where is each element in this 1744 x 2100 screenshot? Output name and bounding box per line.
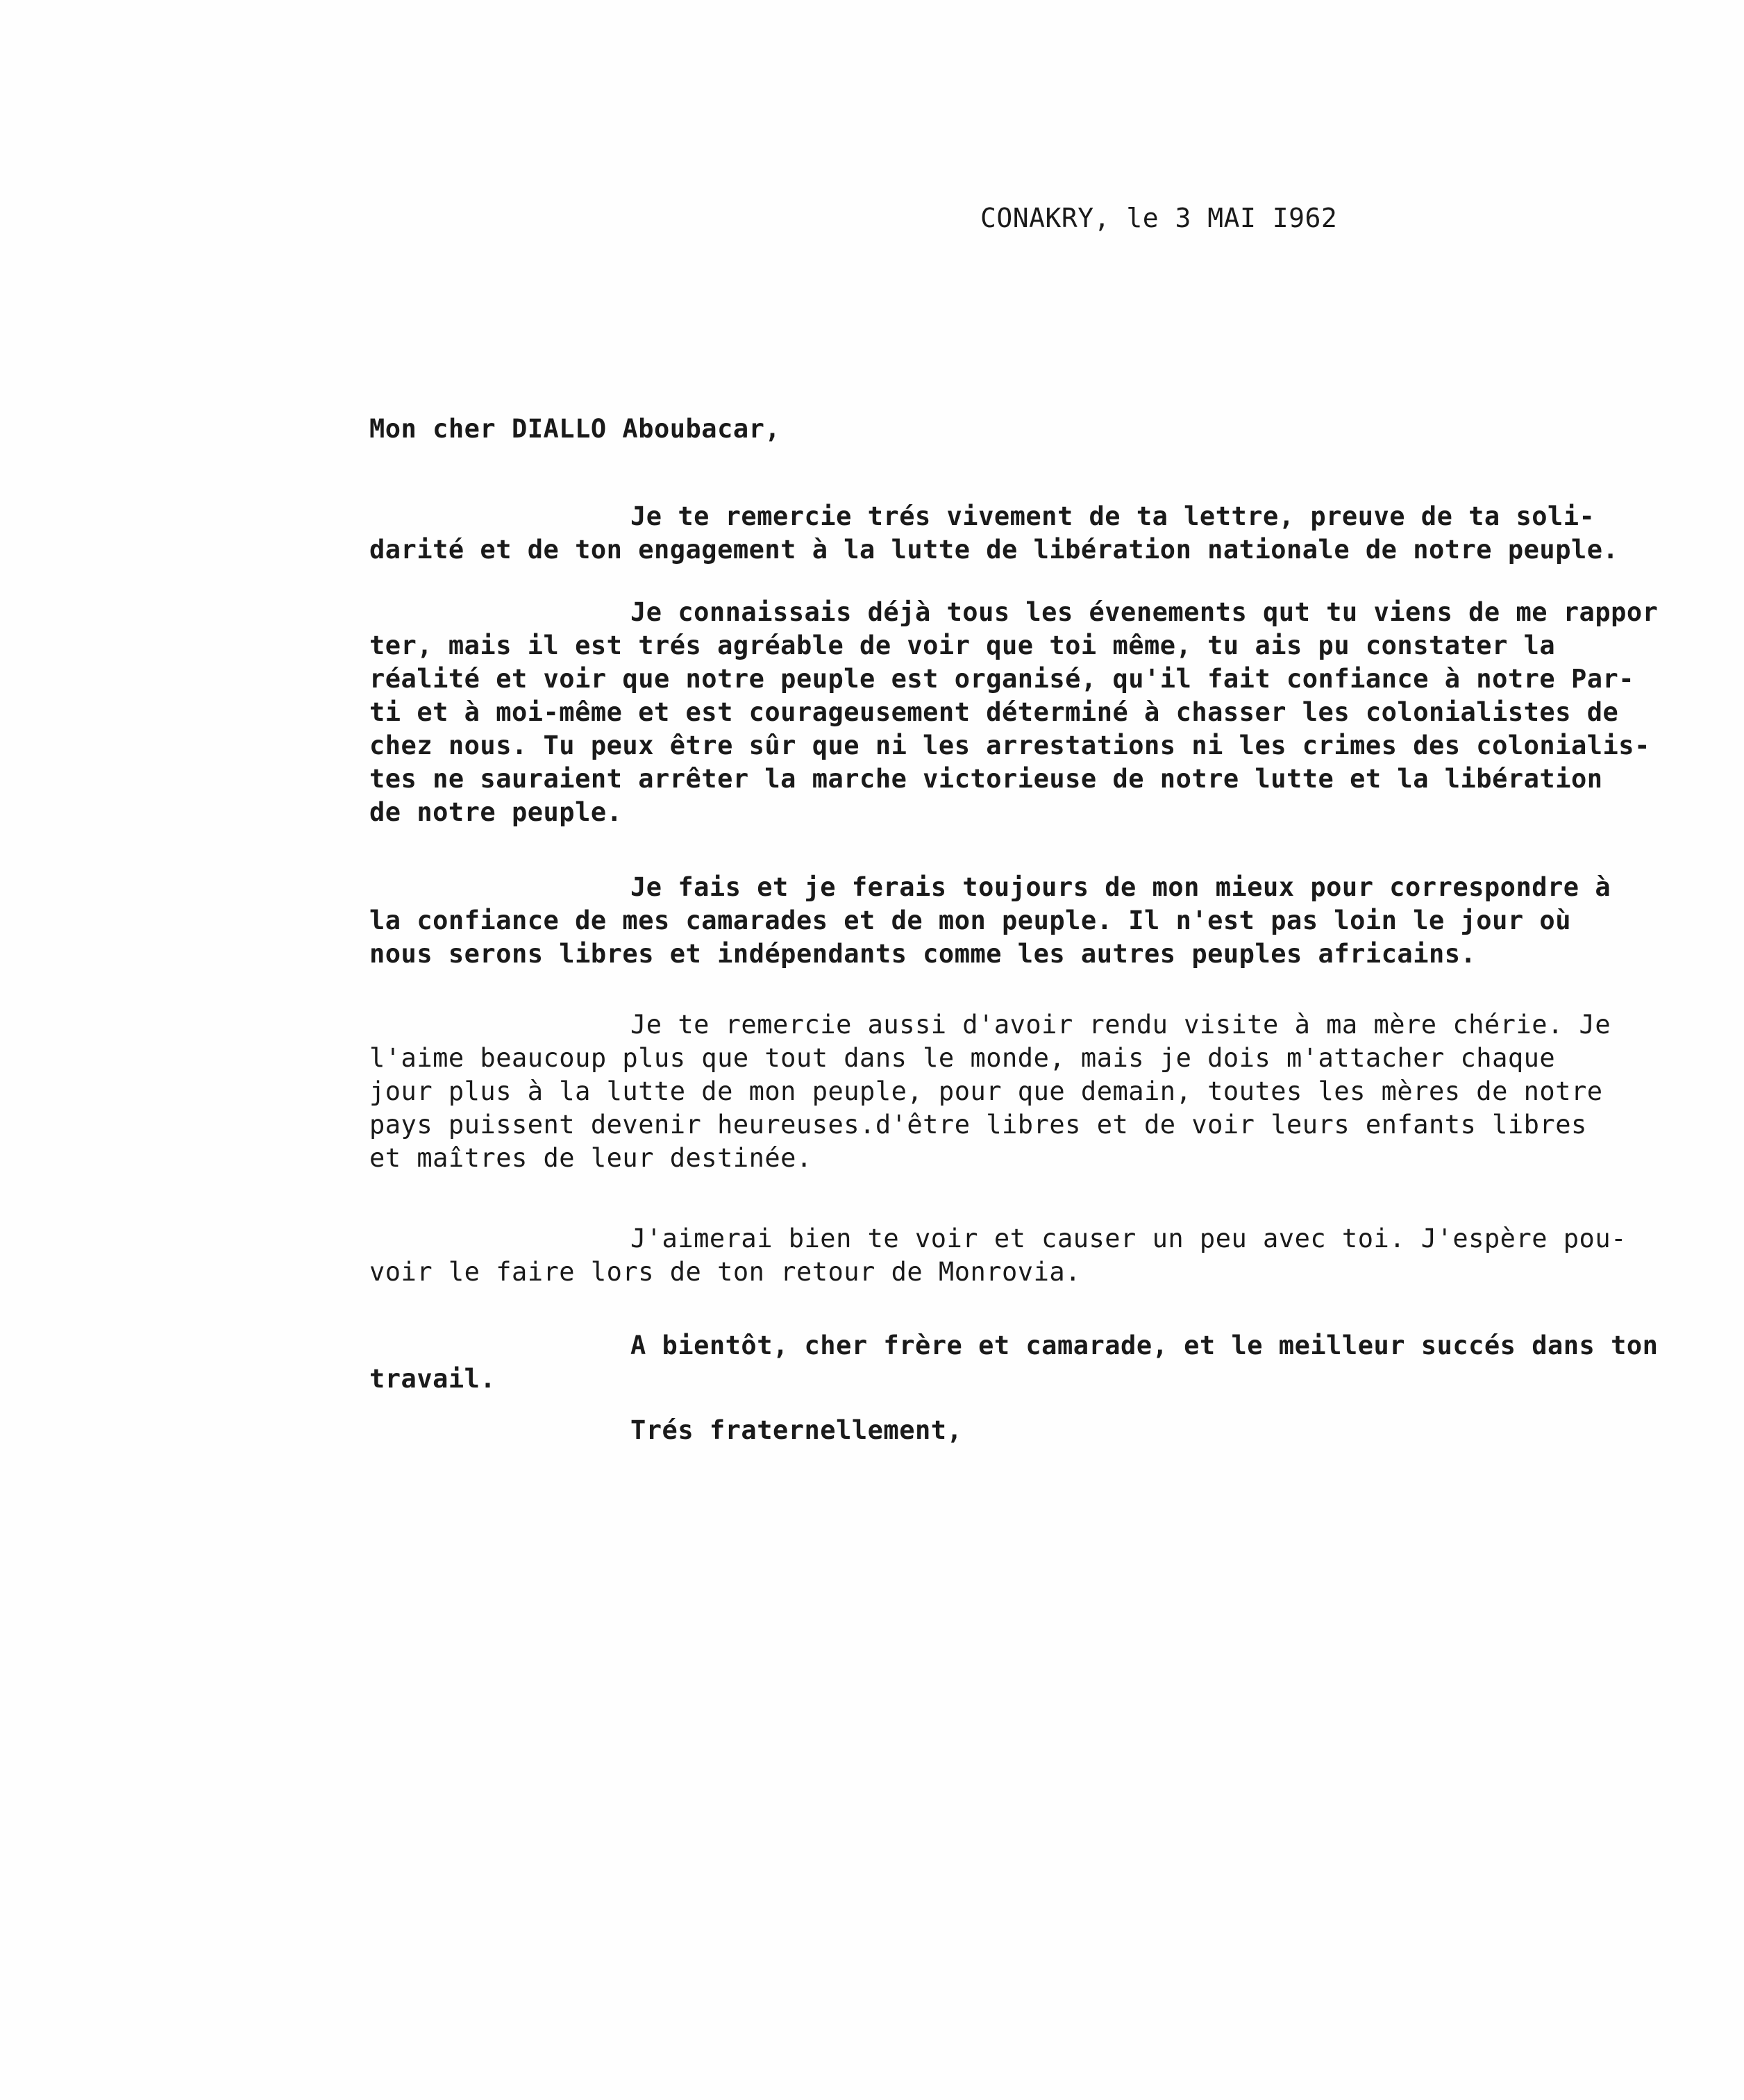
- paragraph-3: [369, 871, 1716, 971]
- paragraph-line: Je te remercie trés vivement de ta lettre, preuve de ta soli-: [630, 501, 1595, 531]
- paragraph-line: de notre peuple.: [369, 797, 623, 827]
- paragraph-line: nous serons libres et indépendants comme les autres peuples africains.: [369, 939, 1477, 969]
- paragraph-line: J'aimerai bien te voir et causer un peu avec toi. J'espère pou-: [630, 1224, 1627, 1253]
- paragraph-line: chez nous. Tu peux être sûr que ni les arrestations ni les crimes des colonialis-: [369, 731, 1650, 760]
- paragraph-line: ter, mais il est trés agréable de voir que toi même, tu ais pu constater la: [369, 631, 1556, 660]
- letter-dateline: CONAKRY, le 3 MAI I962: [980, 203, 1338, 233]
- paragraph-line: voir le faire lors de ton retour de Monrovia.: [369, 1257, 1081, 1287]
- paragraph-line: réalité et voir que notre peuple est organisé, qu'il fait confiance à notre Par-: [369, 664, 1635, 694]
- letter-salutation: Mon cher DIALLO Aboubacar,: [369, 414, 781, 444]
- paragraph-line: pays puissent devenir heureuses.d'être libres et de voir leurs enfants libres: [369, 1110, 1587, 1140]
- paragraph-line: travail.: [369, 1364, 496, 1394]
- paragraph-6: [369, 1329, 1716, 1396]
- paragraph-5: [369, 1222, 1716, 1289]
- paragraph-line: la confiance de mes camarades et de mon peuple. Il n'est pas loin le jour où: [369, 906, 1571, 935]
- paragraph-line: jour plus à la lutte de mon peuple, pour que demain, toutes les mères de notre: [369, 1076, 1603, 1106]
- paragraph-line: tes ne sauraient arrêter la marche victorieuse de notre lutte et la libération: [369, 764, 1603, 794]
- paragraph-line: et maîtres de leur destinée.: [369, 1143, 812, 1173]
- paragraph-line: Je fais et je ferais toujours de mon mieux pour correspondre à: [630, 872, 1611, 902]
- paragraph-line: ti et à moi-même et est courageusement déterminé à chasser les colonialistes de: [369, 697, 1619, 727]
- letter-closing: Trés fraternellement,: [630, 1415, 963, 1445]
- paragraph-line: A bientôt, cher frère et camarade, et le meilleur succés dans ton: [630, 1331, 1659, 1360]
- paragraph-2: [369, 596, 1716, 829]
- paragraph-line: Je connaissais déjà tous les évenements qut tu viens de me rappor: [630, 597, 1659, 627]
- paragraph-line: darité et de ton engagement à la lutte de libération nationale de notre peuple.: [369, 535, 1619, 565]
- paragraph-4: [369, 1008, 1716, 1175]
- paragraph-line: l'aime beaucoup plus que tout dans le monde, mais je dois m'attacher chaque: [369, 1043, 1556, 1073]
- paragraph-line: Je te remercie aussi d'avoir rendu visite à ma mère chérie. Je: [630, 1010, 1611, 1040]
- paragraph-1: [369, 500, 1716, 567]
